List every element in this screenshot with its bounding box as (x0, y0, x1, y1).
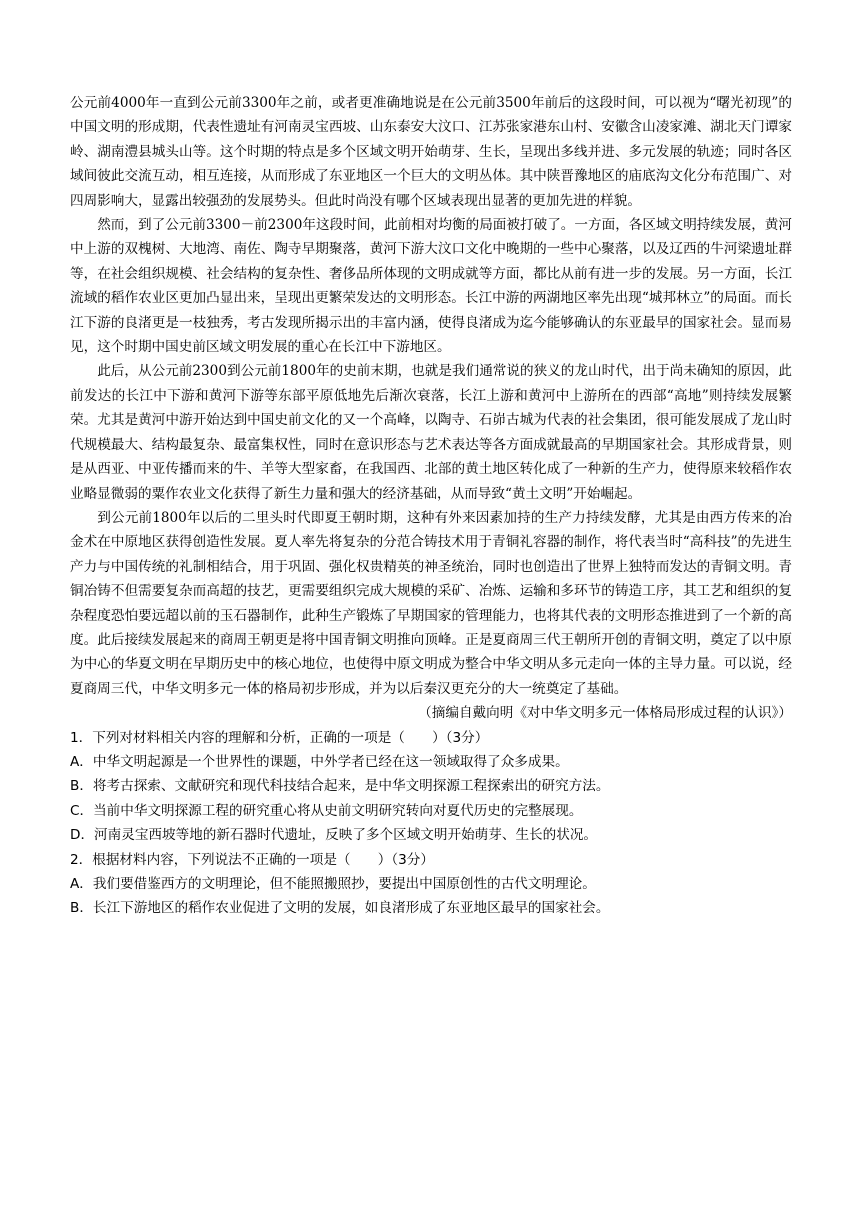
passage-paragraph-1: 公元前4000年一直到公元前3300年之前，或者更准确地说是在公元前3500年前后的这段时间，可以视为“曙光初现”的中国文明的形成期，代表性遗址有河南灵宝西坡、山东泰安大汶口、江苏张家港东山村、安徽含山凌家滩、湖北天门谭家岭、湖南澧县城头山等。这个时期的特点是多个区域文明开始萌芽、生长，呈现出多线并进、多元发展的轨迹；同时各区域间彼此交流互动，相互连接，从而形成了东亚地区一个巨大的文明丛体。其中陕晋豫地区的庙底沟文化分布范围广、对四周影响大，显露出较强劲的发展势头。但此时尚没有哪个区域表现出显著的更加先进的样貌。 (70, 95, 792, 209)
passage-paragraph-4: 到公元前1800年以后的二里头时代即夏王朝时期，这种有外来因素加持的生产力持续发酵，尤其是由西方传来的冶金术在中原地区获得创造性发展。夏人率先将复杂的分范合铸技术用于青铜礼容器的制作，将代表当时“高科技”的先进生产力与中国传统的礼制相结合，用于巩固、强化权贵精英的神圣统治，同时也创造出了世界上独特而发达的青铜文明。青铜冶铸不但需要复杂而高超的技艺，更需要组织完成大规模的采矿、冶炼、运输和多环节的铸造工序，其工艺和组织的复杂程度恐怕要远超以前的玉石器制作，此种生产锻炼了早期国家的管理能力，也将其代表的文明形态推进到了一个新的高度。此后接续发展起来的商周王朝更是将中国青铜文明推向顶峰。正是夏商周三代王朝所开创的青铜文明，奠定了以中原为中心的华夏文明在早期历史中的核心地位，也使得中原文明成为整合中华文明从多元走向一体的主导力量。可以说，经夏商周三代，中华文明多元一体的格局初步形成，并为以后秦汉更充分的大一统奠定了基础。 (70, 509, 792, 697)
question-2-option-a: A．我们要借鉴西方的文明理论，但不能照搬照抄，要提出中国原创性的古代文明理论。 (70, 876, 596, 892)
question-1-option-a: A．中华文明起源是一个世界性的课题，中外学者已经在这一领域取得了众多成果。 (70, 753, 569, 770)
question-1-option-b: B．将考古探索、文献研究和现代科技结合起来，是中华文明探源工程探索出的研究方法。 (70, 778, 610, 795)
question-2-stem: 2．根据材料内容，下列说法不正确的一项是（ ）（3分） (70, 851, 434, 868)
question-2-option-b: B．长江下游地区的稻作农业促进了文明的发展，如良渚形成了东亚地区最早的国家社会。 (70, 900, 610, 917)
question-1-option-d: D．河南灵宝西坡等地的新石器时代遗址，反映了多个区域文明开始萌芽、生长的状况。 (70, 827, 598, 844)
question-1-option-c: C．当前中华文明探源工程的研究重心将从史前文明研究转向对夏代历史的完整展现。 (70, 802, 583, 819)
question-1-stem: 1．下列对材料相关内容的理解和分析，正确的一项是（ ）（3分） (70, 729, 489, 746)
passage-paragraph-2: 然而，到了公元前3300－前2300年这段时间，此前相对均衡的局面被打破了。一方面，各区域文明持续发展，黄河中上游的双槐树、大地湾、南佐、陶寺早期聚落，黄河下游大汶口文化中晚期的一些中心聚落，以及辽西的牛河梁遗址群等，在社会组织规模、社会结构的复杂性、奢侈品所体现的文明成就等方面，都比从前有进一步的发展。另一方面，长江流域的稻作农业区更加凸显出来，呈现出更繁荣发达的文明形态。长江中游的两湖地区率先出现“城邦林立”的局面。而长江下游的良渚更是一枝独秀，考古发现所揭示出的丰富内涵，使得良渚成为迄今能够确认的东亚最早的国家社会。显而易见，这个时期中国史前区域文明发展的重心在长江中下游地区。 (70, 217, 792, 356)
passage-source: （摘编自戴向明《对中华文明多元一体格局形成过程的认识》） (418, 705, 792, 722)
passage-paragraph-3: 此后，从公元前2300到公元前1800年的史前末期，也就是我们通常说的狭义的龙山时代，出于尚未确知的原因，此前发达的长江中下游和黄河下游等东部平原低地先后渐次衰落，长江上游和黄河中上游所在的西部“高地”则持续发展繁荣。尤其是黄河中游开始达到中国史前文化的又一个高峰，以陶寺、石峁古城为代表的社会集团，很可能发展成了龙山时代规模最大、结构最复杂、最富集权性，同时在意识形态与艺术表达等各方面成就最高的早期国家社会。其形成背景，则是从西亚、中亚传播而来的牛、羊等大型家畜，在我国西、北部的黄土地区转化成了一种新的生产力，使得原来较稻作农业略显微弱的粟作农业文化获得了新生力量和强大的经济基础，从而导致“黄土文明”开始崛起。 (70, 363, 792, 502)
document-page (70, 91, 792, 921)
